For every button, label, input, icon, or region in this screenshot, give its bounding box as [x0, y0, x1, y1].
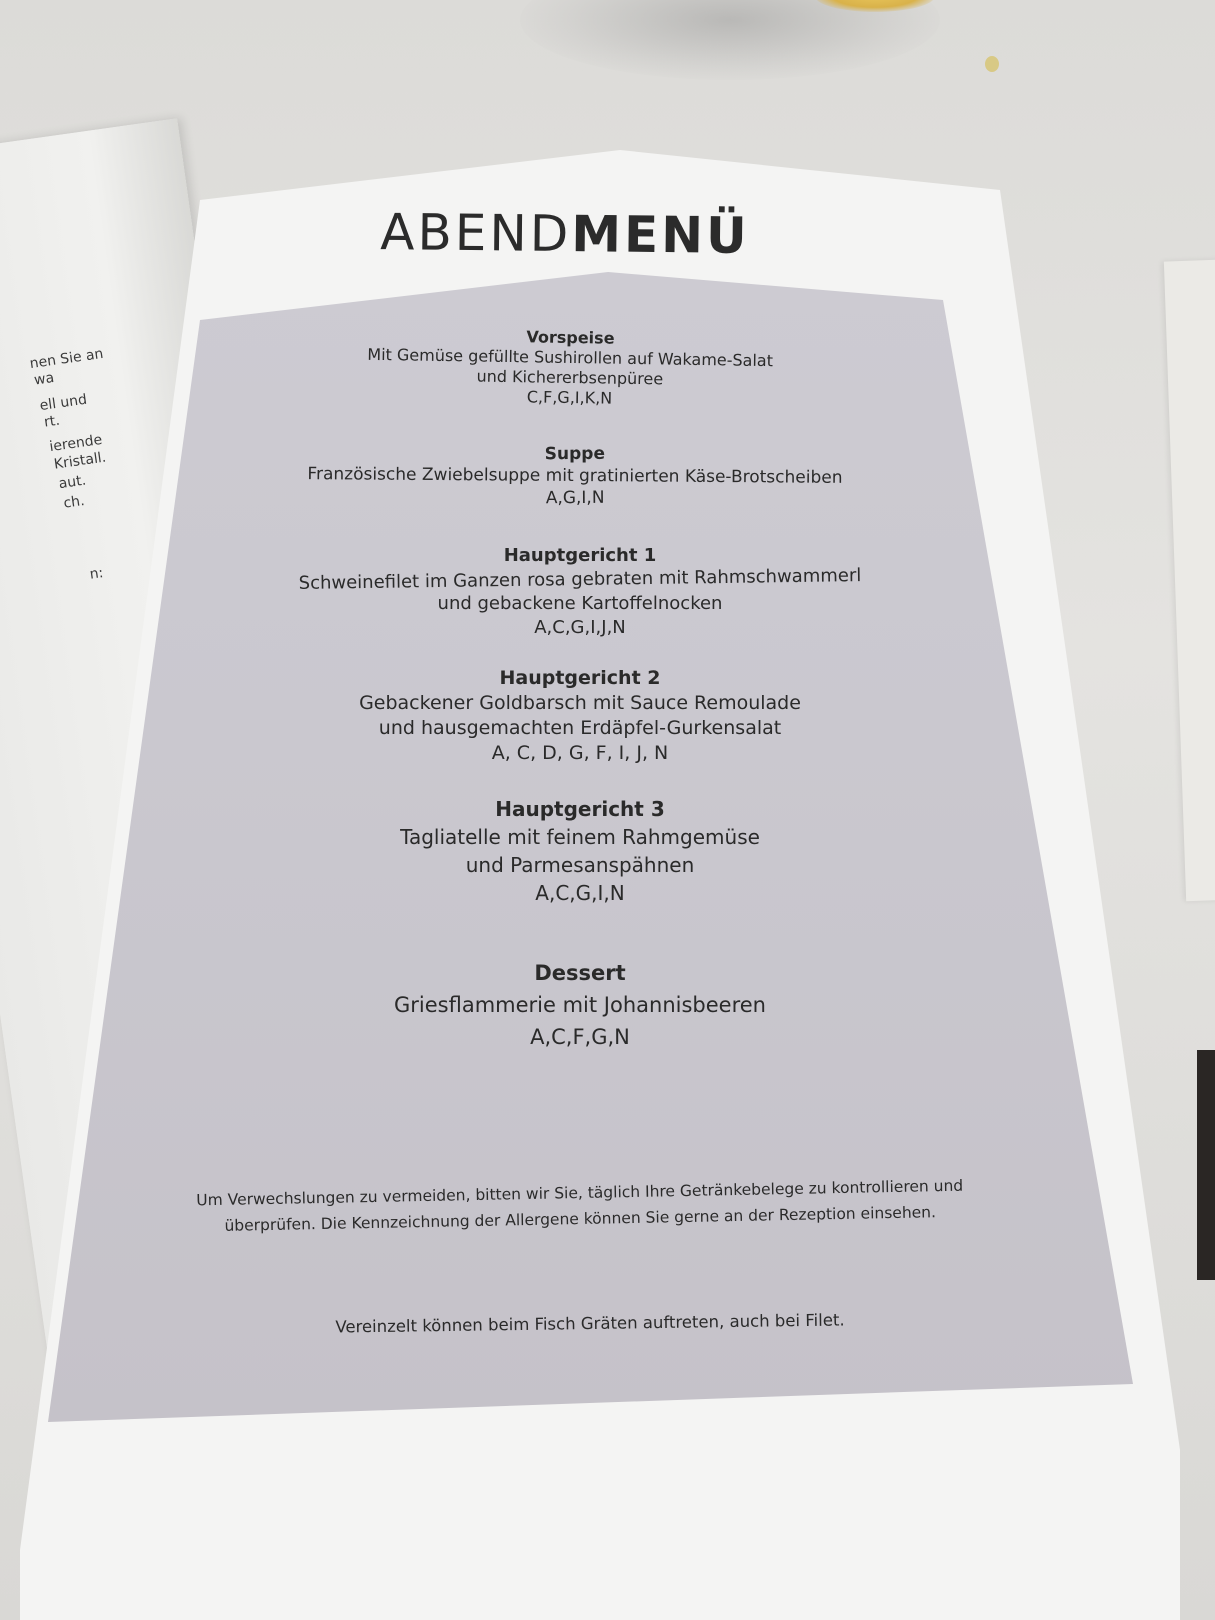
section-dessert [330, 957, 830, 1053]
dish-line: und hausgemachten Erdäpfel-Gurkensalat [378, 717, 782, 739]
left-fragment: ierende [48, 431, 104, 456]
dish-line: Tagliatelle mit feinem Rahmgemüse [400, 825, 760, 849]
allergen-codes: A,G,I,N [545, 487, 605, 509]
dish-line: Französische Zwiebelsuppe mit gratinierten Käse-Brotscheiben [307, 464, 843, 488]
fish-bones-note: Vereinzelt können beim Fisch Gräten auftreten, auch bei Filet. [335, 1310, 845, 1337]
section-hauptgericht-3 [330, 795, 830, 907]
section-heading: Suppe [544, 443, 606, 465]
allergen-codes: C,F,G,I,K,N [526, 387, 613, 408]
left-fragment: rt. [43, 412, 61, 431]
section-heading: Vorspeise [526, 327, 615, 348]
notice-line: überprüfen. Die Kennzeichnung der Allergene können Sie gerne an der Rezeption einsehen. [224, 1203, 937, 1235]
allergen-codes: A,C,G,I,J,N [534, 617, 626, 638]
dish-line: und Kichererbsenpüree [476, 366, 664, 389]
section-heading: Hauptgericht 2 [499, 667, 661, 689]
left-fragment: aut. [57, 472, 88, 493]
section-heading: Hauptgericht 3 [495, 797, 665, 821]
glass-shadow [520, 0, 940, 80]
title-bold: MENÜ [571, 205, 750, 265]
allergen-codes: A,C,G,I,N [535, 881, 625, 905]
left-fragment: ell und [38, 391, 88, 415]
dish-line: Gebackener Goldbarsch mit Sauce Remoulade [359, 692, 801, 714]
menu-title [0, 199, 1130, 269]
section-vorspeise [309, 324, 830, 412]
dish-line: und gebackene Kartoffelnocken [437, 593, 723, 614]
dish-line: Mit Gemüse gefüllte Sushirollen auf Wakame-Salat [367, 344, 774, 371]
section-suppe [260, 441, 890, 511]
section-heading: Dessert [534, 961, 626, 985]
crumb [985, 56, 999, 72]
section-hauptgericht-1 [260, 544, 900, 640]
left-fragment: ch. [62, 492, 86, 512]
dark-corner [1197, 1050, 1215, 1280]
left-fragment: n: [88, 565, 105, 583]
left-fragment: nen Sie an [28, 345, 105, 373]
allergen-codes: A,C,F,G,N [530, 1025, 630, 1049]
allergen-codes: A, C, D, G, F, I, J, N [491, 742, 669, 764]
dish-line: und Parmesanspähnen [465, 853, 695, 877]
section-heading: Hauptgericht 1 [503, 545, 657, 566]
dish-line: Schweinefilet im Ganzen rosa gebraten mit Rahmschwammerl [298, 565, 862, 594]
section-hauptgericht-2 [300, 666, 860, 766]
title-thin: ABEND [380, 203, 572, 264]
left-fragment: wa [33, 369, 56, 389]
left-fragment: Kristall. [52, 449, 108, 473]
right-paper-edge [1164, 259, 1215, 901]
dish-line: Griesflammerie mit Johannisbeeren [394, 993, 766, 1017]
notice-line: Um Verwechslungen zu vermeiden, bitten wir Sie, täglich Ihre Getränkebelege zu kontrollieren und [196, 1176, 964, 1210]
